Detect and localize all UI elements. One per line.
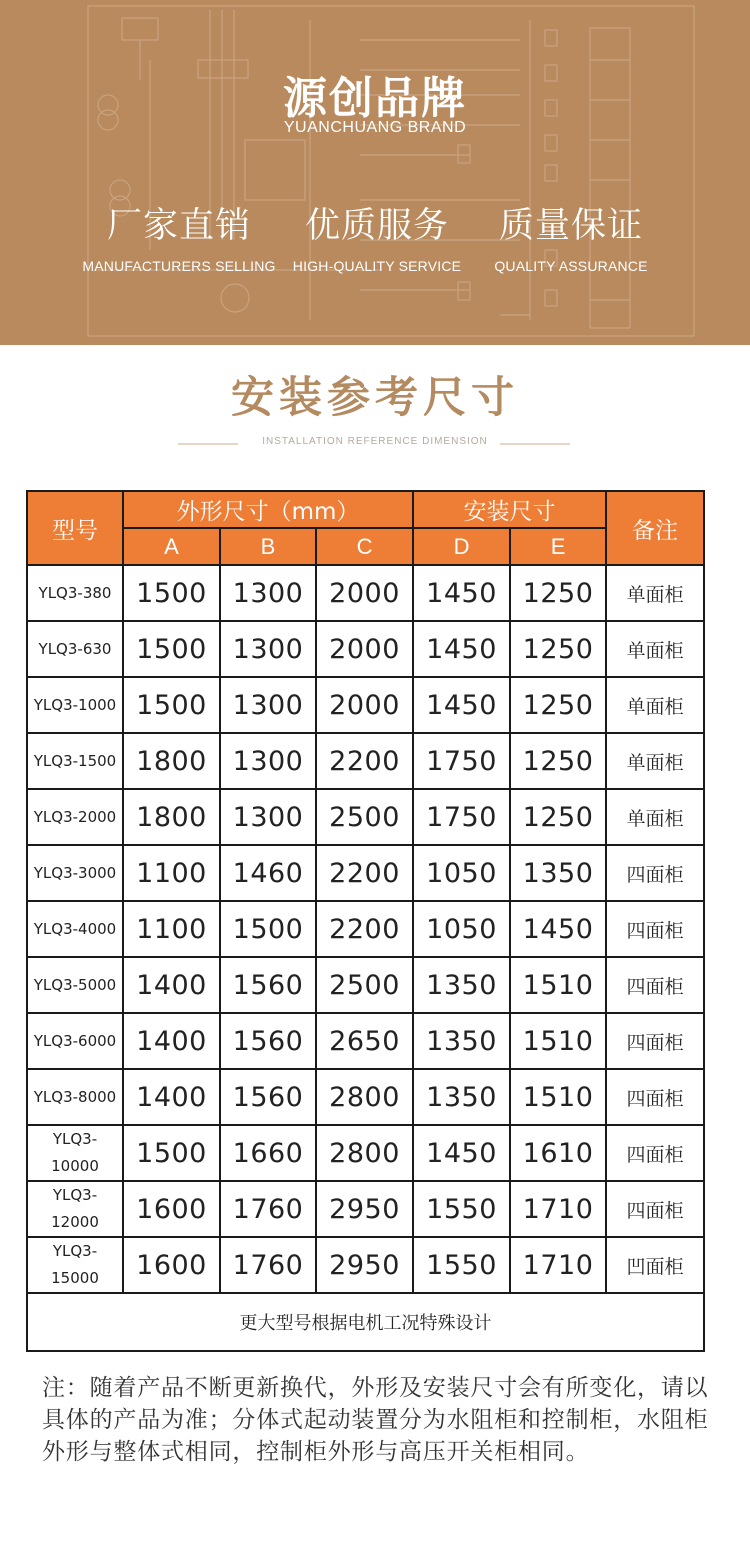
cell-model [27, 1013, 123, 1069]
model-text: YLQ3-5000 [33, 975, 117, 994]
feature-caption: QUALITY ASSURANCE [494, 258, 648, 274]
cell-note: 单面柜 [606, 621, 704, 677]
table-row [27, 1181, 704, 1237]
feature-title: 质量保证 [498, 206, 643, 246]
model-text: 15000 [51, 1269, 99, 1287]
cell-e: 1610 [510, 1125, 606, 1181]
cell-note: 单面柜 [606, 565, 704, 621]
cell-d: 1750 [413, 789, 510, 845]
cell-note: 四面柜 [606, 1069, 704, 1125]
table-row [27, 957, 704, 1013]
cell-note: 凹面柜 [606, 1237, 704, 1293]
cell-model [27, 733, 123, 789]
header-col-d: D [413, 528, 510, 565]
cell-note: 四面柜 [606, 1181, 704, 1237]
cell-c: 2200 [316, 845, 413, 901]
divider-right [500, 443, 570, 445]
cell-model [27, 789, 123, 845]
cell-c: 2650 [316, 1013, 413, 1069]
cell-model [27, 901, 123, 957]
cell-note: 单面柜 [606, 677, 704, 733]
cell-c: 2200 [316, 733, 413, 789]
section-title: 安装参考尺寸 [231, 373, 519, 423]
cell-d: 1750 [413, 733, 510, 789]
cell-d: 1550 [413, 1237, 510, 1293]
cell-e: 1450 [510, 901, 606, 957]
cell-model [27, 677, 123, 733]
cell-e: 1250 [510, 565, 606, 621]
table-row [27, 1013, 704, 1069]
cell-d: 1450 [413, 621, 510, 677]
table-row [27, 845, 704, 901]
cell-b: 1300 [220, 565, 316, 621]
model-text: YLQ3- [52, 1130, 98, 1148]
feature-title: 厂家直销 [106, 206, 251, 246]
model-text: YLQ3-1500 [33, 751, 117, 770]
section-subtitle: INSTALLATION REFERENCE DIMENSION [262, 436, 488, 447]
cell-note: 单面柜 [606, 733, 704, 789]
model-text: YLQ3-1000 [33, 695, 117, 714]
cell-model [27, 1125, 123, 1181]
cell-e: 1710 [510, 1181, 606, 1237]
cell-note: 四面柜 [606, 1013, 704, 1069]
cell-b: 1560 [220, 957, 316, 1013]
cell-e: 1510 [510, 957, 606, 1013]
header-outer-dimension: 外形尺寸（mm） [123, 491, 413, 528]
cell-b: 1660 [220, 1125, 316, 1181]
cell-model [27, 957, 123, 1013]
dimension-table [26, 490, 705, 1352]
cell-c: 2800 [316, 1069, 413, 1125]
cell-e: 1250 [510, 789, 606, 845]
cell-c: 2950 [316, 1237, 413, 1293]
model-text: YLQ3-630 [38, 639, 112, 658]
model-text: YLQ3-6000 [33, 1031, 117, 1050]
cell-e: 1350 [510, 845, 606, 901]
header-col-c: C [316, 528, 413, 565]
cell-d: 1350 [413, 1013, 510, 1069]
model-text: YLQ3- [52, 1242, 98, 1260]
footnote: 注：随着产品不断更新换代，外形及安装尺寸会有所变化，请以具体的产品为准；分体式起动装置分为水阻柜和控制柜，水阻柜外形与整体式相同，控制柜外形与高压开关柜相同。 [42, 1375, 709, 1465]
model-text: YLQ3-3000 [33, 863, 117, 882]
cell-c: 2000 [316, 621, 413, 677]
circuit-diagram-background [0, 0, 750, 345]
cell-e: 1510 [510, 1069, 606, 1125]
cell-d: 1450 [413, 565, 510, 621]
cell-model [27, 1237, 123, 1293]
cell-b: 1760 [220, 1237, 316, 1293]
brand-banner [0, 0, 750, 345]
cell-note: 四面柜 [606, 1125, 704, 1181]
brand-subtitle: YUANCHUANG BRAND [283, 119, 467, 136]
cell-a: 1800 [123, 789, 220, 845]
cell-model [27, 1069, 123, 1125]
model-text: YLQ3-4000 [33, 919, 117, 938]
cell-a: 1500 [123, 677, 220, 733]
cell-a: 1100 [123, 901, 220, 957]
header-install-dimension: 安装尺寸 [413, 491, 606, 528]
cell-e: 1250 [510, 621, 606, 677]
cell-a: 1600 [123, 1181, 220, 1237]
cell-e: 1250 [510, 733, 606, 789]
table-row [27, 1125, 704, 1181]
cell-a: 1400 [123, 957, 220, 1013]
table-footer-note: 更大型号根据电机工况特殊设计 [27, 1293, 704, 1351]
model-text: 12000 [51, 1213, 99, 1231]
header-note: 备注 [606, 491, 704, 565]
header-col-b: B [220, 528, 316, 565]
cell-model [27, 621, 123, 677]
cell-model [27, 1181, 123, 1237]
cell-d: 1350 [413, 957, 510, 1013]
model-text: 10000 [51, 1157, 99, 1175]
cell-b: 1300 [220, 677, 316, 733]
cell-b: 1500 [220, 901, 316, 957]
cell-a: 1800 [123, 733, 220, 789]
table-row [27, 621, 704, 677]
cell-a: 1600 [123, 1237, 220, 1293]
cell-b: 1560 [220, 1069, 316, 1125]
header-col-a: A [123, 528, 220, 565]
cell-c: 2500 [316, 957, 413, 1013]
cell-a: 1500 [123, 565, 220, 621]
cell-b: 1300 [220, 733, 316, 789]
cell-b: 1460 [220, 845, 316, 901]
cell-e: 1710 [510, 1237, 606, 1293]
cell-e: 1250 [510, 677, 606, 733]
cell-d: 1350 [413, 1069, 510, 1125]
table-body [27, 565, 704, 1293]
feature-manufacturer-direct [64, 204, 294, 274]
cell-note: 四面柜 [606, 957, 704, 1013]
header-col-e: E [510, 528, 606, 565]
cell-d: 1450 [413, 677, 510, 733]
cell-d: 1450 [413, 1125, 510, 1181]
cell-c: 2500 [316, 789, 413, 845]
cell-d: 1050 [413, 901, 510, 957]
model-text: YLQ3-2000 [33, 807, 117, 826]
table-row [27, 565, 704, 621]
feature-title: 优质服务 [304, 206, 449, 246]
feature-quality-assurance [456, 204, 686, 274]
cell-b: 1760 [220, 1181, 316, 1237]
table-row [27, 677, 704, 733]
feature-caption: HIGH-QUALITY SERVICE [292, 258, 462, 274]
table-row [27, 789, 704, 845]
model-text: YLQ3- [52, 1186, 98, 1204]
cell-a: 1400 [123, 1013, 220, 1069]
model-text: YLQ3-8000 [33, 1087, 117, 1106]
table-row [27, 1237, 704, 1293]
cell-c: 2950 [316, 1181, 413, 1237]
cell-a: 1500 [123, 1125, 220, 1181]
table-row [27, 733, 704, 789]
cell-c: 2200 [316, 901, 413, 957]
cell-e: 1510 [510, 1013, 606, 1069]
cell-d: 1550 [413, 1181, 510, 1237]
brand-title: 源创品牌 [283, 73, 467, 124]
table-row [27, 901, 704, 957]
cell-model [27, 845, 123, 901]
table-row [27, 1069, 704, 1125]
model-text: YLQ3-380 [38, 583, 112, 602]
cell-c: 2800 [316, 1125, 413, 1181]
cell-b: 1560 [220, 1013, 316, 1069]
cell-a: 1400 [123, 1069, 220, 1125]
cell-c: 2000 [316, 565, 413, 621]
cell-note: 四面柜 [606, 845, 704, 901]
cell-b: 1300 [220, 621, 316, 677]
cell-c: 2000 [316, 677, 413, 733]
cell-b: 1300 [220, 789, 316, 845]
header-model: 型号 [27, 491, 123, 565]
cell-d: 1050 [413, 845, 510, 901]
cell-note: 单面柜 [606, 789, 704, 845]
section-subtitle-row [0, 436, 750, 452]
cell-note: 四面柜 [606, 901, 704, 957]
feature-caption: MANUFACTURERS SELLING [82, 258, 276, 274]
cell-a: 1100 [123, 845, 220, 901]
cell-model [27, 565, 123, 621]
cell-a: 1500 [123, 621, 220, 677]
